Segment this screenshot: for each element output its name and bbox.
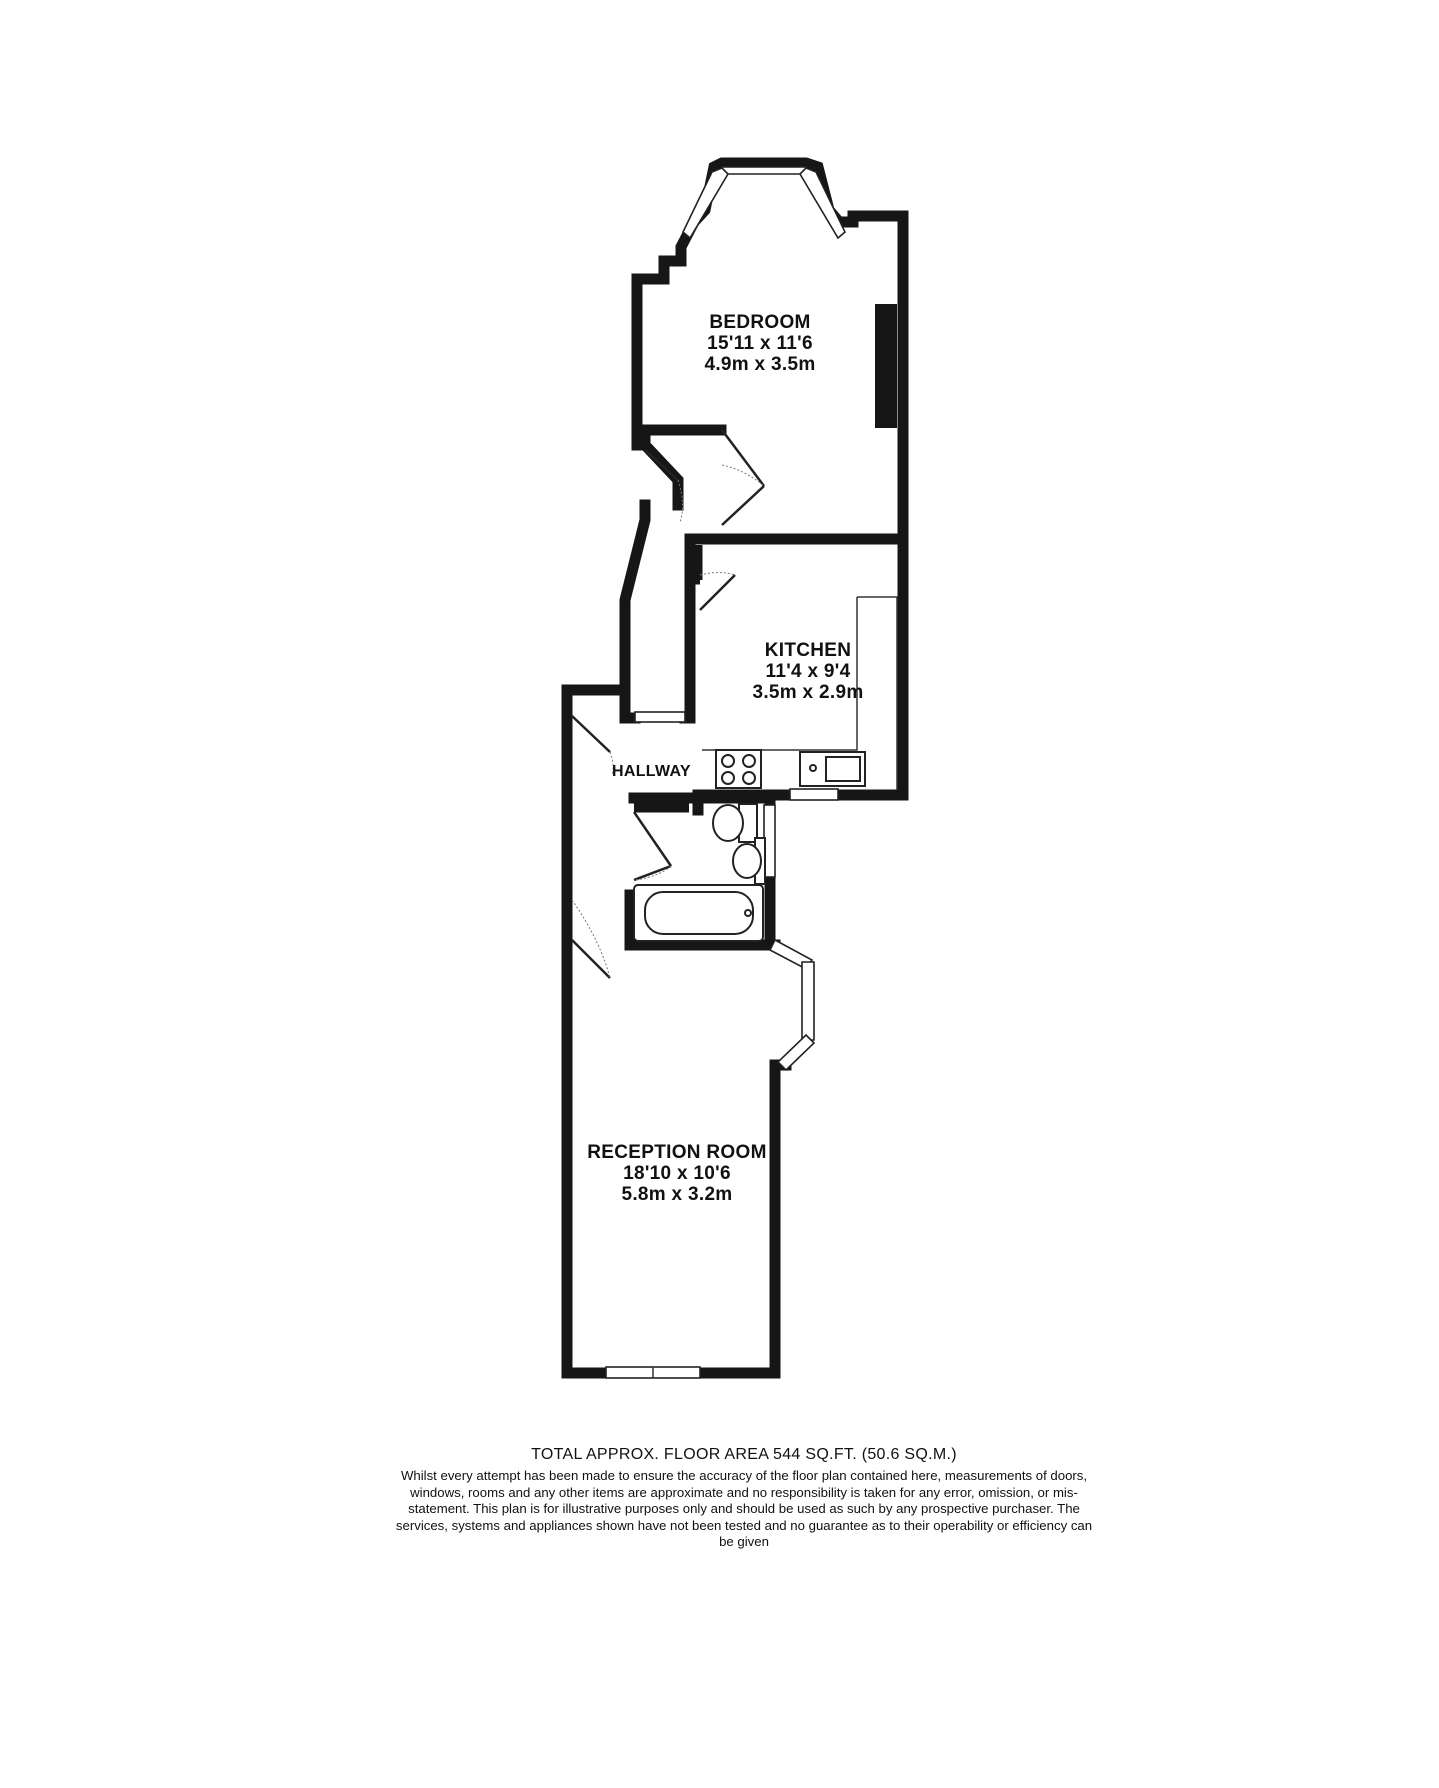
reception-bay-window — [770, 940, 814, 1070]
reception-name: RECEPTION ROOM — [587, 1142, 767, 1163]
kitchen-door — [700, 573, 735, 611]
reception-lower-door — [572, 900, 610, 978]
bedroom-label — [704, 312, 815, 375]
kitchen-label — [752, 640, 863, 703]
bedroom-imperial: 15'11 x 11'6 — [707, 333, 813, 354]
kitchen-sink — [800, 752, 865, 786]
kitchen-hob — [716, 750, 761, 788]
disclaimer-text: Whilst every attempt has been made to ensure the accuracy of the floor plan contained here, measurements of doors, windows, rooms and any other items are approximate and no responsibility is taken for any error, omission, or mis-statement. This plan is for illustrative purposes only and should be used as such by any prospective purchaser. The services, systems and appliances shown have not been tested and no guarantee as to their operability or efficiency can be given — [395, 1468, 1093, 1549]
reception-upper-door — [572, 716, 613, 775]
kitchen-name: KITCHEN — [764, 640, 852, 661]
bedroom-metric: 4.9m x 3.5m — [704, 354, 816, 375]
bathroom-basin — [733, 838, 765, 884]
hallway-label: HALLWAY — [612, 763, 691, 780]
kitchen-imperial: 11'4 x 9'4 — [765, 661, 851, 682]
plan-footer — [394, 1446, 1094, 1551]
bathroom-toilet — [713, 804, 757, 842]
hallway-walls — [625, 445, 690, 718]
hallway-opening — [635, 712, 685, 722]
reception-imperial: 18'10 x 10'6 — [623, 1163, 731, 1184]
total-floor-area: TOTAL APPROX. FLOOR AREA 544 SQ.FT. (50.6 SQ.M.) — [531, 1446, 957, 1463]
bedroom-name: BEDROOM — [709, 312, 811, 333]
reception-metric: 5.8m x 3.2m — [621, 1184, 733, 1205]
bedroom-door — [722, 430, 764, 525]
kitchen-metric: 3.5m x 2.9m — [752, 682, 864, 703]
reception-window — [606, 1367, 700, 1378]
bathroom-door — [634, 812, 671, 880]
reception-label — [587, 1142, 766, 1205]
bedroom-chimney — [875, 304, 897, 428]
bathroom-bath — [634, 885, 763, 941]
kitchen-window — [790, 789, 838, 800]
